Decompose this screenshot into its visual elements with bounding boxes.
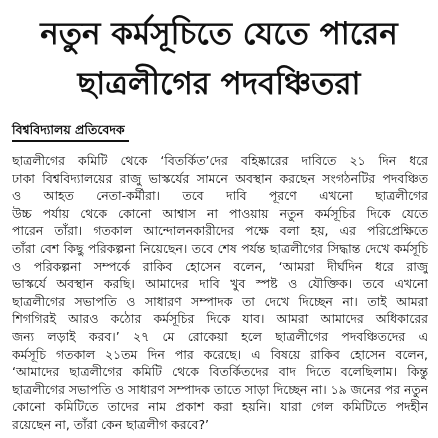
byline: বিশ্ববিদ্যালয় প্রতিবেদক bbox=[12, 122, 125, 137]
body-line: উচ্চ পর্যায় থেকে কোনো আশ্বাস না পাওয়ায় নতুন কর্মসূচির দিকে যেতে bbox=[12, 205, 428, 221]
body-line: তাঁরা বেশ কিছু পরিকল্পনা নিয়েছেন। তবে শেষ পর্যন্ত ছাত্রলীগের সিদ্ধান্ত দেখে কর্মসূচি bbox=[12, 240, 428, 256]
body-line: ঢাকা বিশ্ববিদ্যালয়ের রাজু ভাস্কর্যের সামনে অবস্থান করছেন সংগঠনটির পদবঞ্চিত bbox=[12, 170, 428, 186]
body-line: ভাস্কর্যে অবস্থান করছি। আমাদের দাবি খুব স্পষ্ট ও যৌক্তিক। তবে এখনো bbox=[12, 276, 428, 292]
body-line: ছাত্রলীগের কমিটি থেকে ‘বিতর্কিত’দের বহিষ্কারের দাবিতে ২১ দিন ধরে bbox=[12, 153, 428, 168]
body-line: ছাত্রলীগের সভাপতি ও সাধারণ সম্পাদক তা দেখে দিচ্ছেন না। তাই আমরা bbox=[12, 293, 428, 309]
body-line: কর্মসূচি গতকাল ২১তম দিন পার করেছে। এ বিষয়ে রাকিব হোসেন বলেন, bbox=[12, 346, 428, 362]
headline-line-2: ছাত্রলীগের পদবঞ্চিতরা bbox=[77, 66, 361, 102]
body-line: ও পরিকল্পনা সম্পর্কে রাকিব হোসেন বলেন, ‘আমরা দীর্ঘদিন ধরে রাজু bbox=[12, 258, 428, 274]
byline-block bbox=[12, 122, 129, 142]
body-line: শিগগিরই আরও কঠোর কর্মসূচির দিকে যাব। আমরা আমাদের অধিকারের bbox=[12, 311, 428, 327]
body-line: কোনো কমিটিতে তাদের নাম প্রকাশ করা হয়নি। যারা গেল কমিটিতে পদহীন bbox=[12, 399, 428, 415]
headline-line-1: নতুন কর্মসূচিতে যেতে পারেন bbox=[40, 16, 398, 52]
body-line: ও আহত নেতা-কর্মীরা। তবে দাবি পূরণে এখনো ছাত্রলীগের bbox=[12, 188, 428, 204]
article-body bbox=[12, 152, 428, 434]
body-line: ‘আমাদের ছাত্রলীগের কমিটি থেকে বিতর্কিতদের বাদ দিতে বলেছিলাম। কিন্তু bbox=[12, 364, 428, 380]
body-line: পারেন তাঁরা। গতকাল আন্দোলনকারীদের পক্ষে বলা হয়, এর পরিপ্রেক্ষিতে bbox=[12, 223, 428, 239]
body-line: জন্য লড়াই করব।’ ২৭ মে রোকেয়া হলে ছাত্রলীগের পদবঞ্চিতদের এ bbox=[12, 328, 428, 344]
body-line: ছাত্রলীগের সভাপতি ও সাধারণ সম্পাদক তাতে সাড়া দিচ্ছেন না। ১৯ জনের পর নতুন bbox=[12, 381, 428, 397]
body-line: রয়েছেন না, তাঁরা কেন ছাত্রলীগ করবে?’ bbox=[12, 416, 209, 432]
